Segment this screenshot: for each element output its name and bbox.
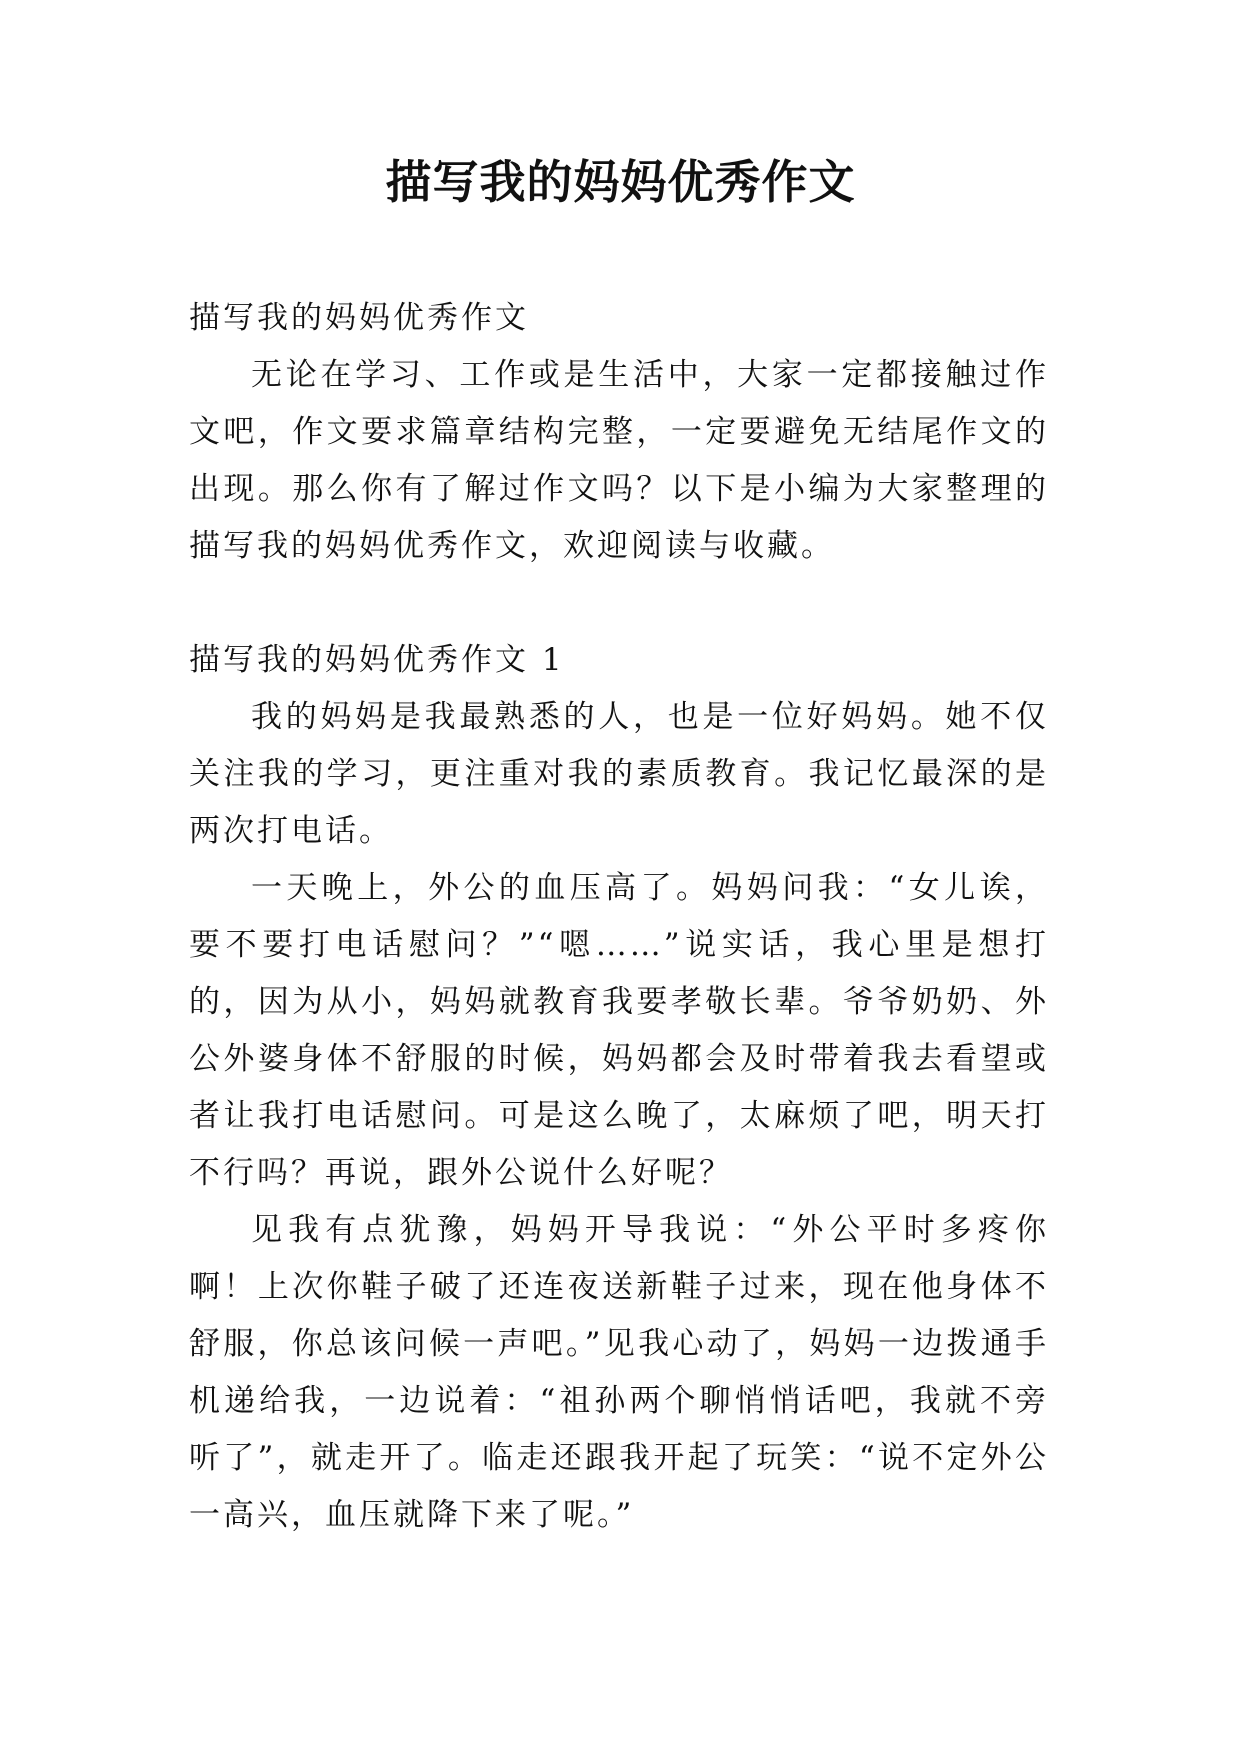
section-heading: 描写我的妈妈优秀作文 1 — [189, 642, 565, 678]
intro-paragraph: 无论在学习、工作或是生活中，大家一定都接触过作文吧，作文要求篇章结构完整，一定要避免无结尾作文的出现。那么你有了解过作文吗？以下是小编为大家整理的描写我的妈妈优秀作文，欢迎阅读与收藏。 — [189, 357, 1049, 564]
body-paragraph-1: 我的妈妈是我最熟悉的人，也是一位好妈妈。她不仅关注我的学习，更注重对我的素质教育。我记忆最深的是两次打电话。 — [189, 699, 1049, 849]
document-title: 描写我的妈妈优秀作文 — [385, 155, 856, 209]
body-paragraph-2: 一天晚上，外公的血压高了。妈妈问我：“女儿诶，要不要打电话慰问？”“嗯……”说实话，我心里是想打的，因为从小，妈妈就教育我要孝敬长辈。爷爷奶奶、外公外婆身体不舒服的时候，妈妈都会及时带着我去看望或者让我打电话慰问。可是这么晚了，太麻烦了吧，明天打不行吗？再说，跟外公说什么好呢？ — [189, 870, 1049, 1191]
intro-heading: 描写我的妈妈优秀作文 — [189, 300, 529, 336]
document-body — [189, 290, 1049, 1544]
body-paragraph-3: 见我有点犹豫，妈妈开导我说：“外公平时多疼你啊！上次你鞋子破了还连夜送新鞋子过来，现在他身体不舒服，你总该问候一声吧。”见我心动了，妈妈一边拨通手机递给我，一边说着：“祖孙两个聊悄悄话吧，我就不旁听了”，就走开了。临走还跟我开起了玩笑：“说不定外公一高兴，血压就降下来了呢。” — [189, 1212, 1049, 1533]
section-spacer — [189, 575, 1049, 632]
